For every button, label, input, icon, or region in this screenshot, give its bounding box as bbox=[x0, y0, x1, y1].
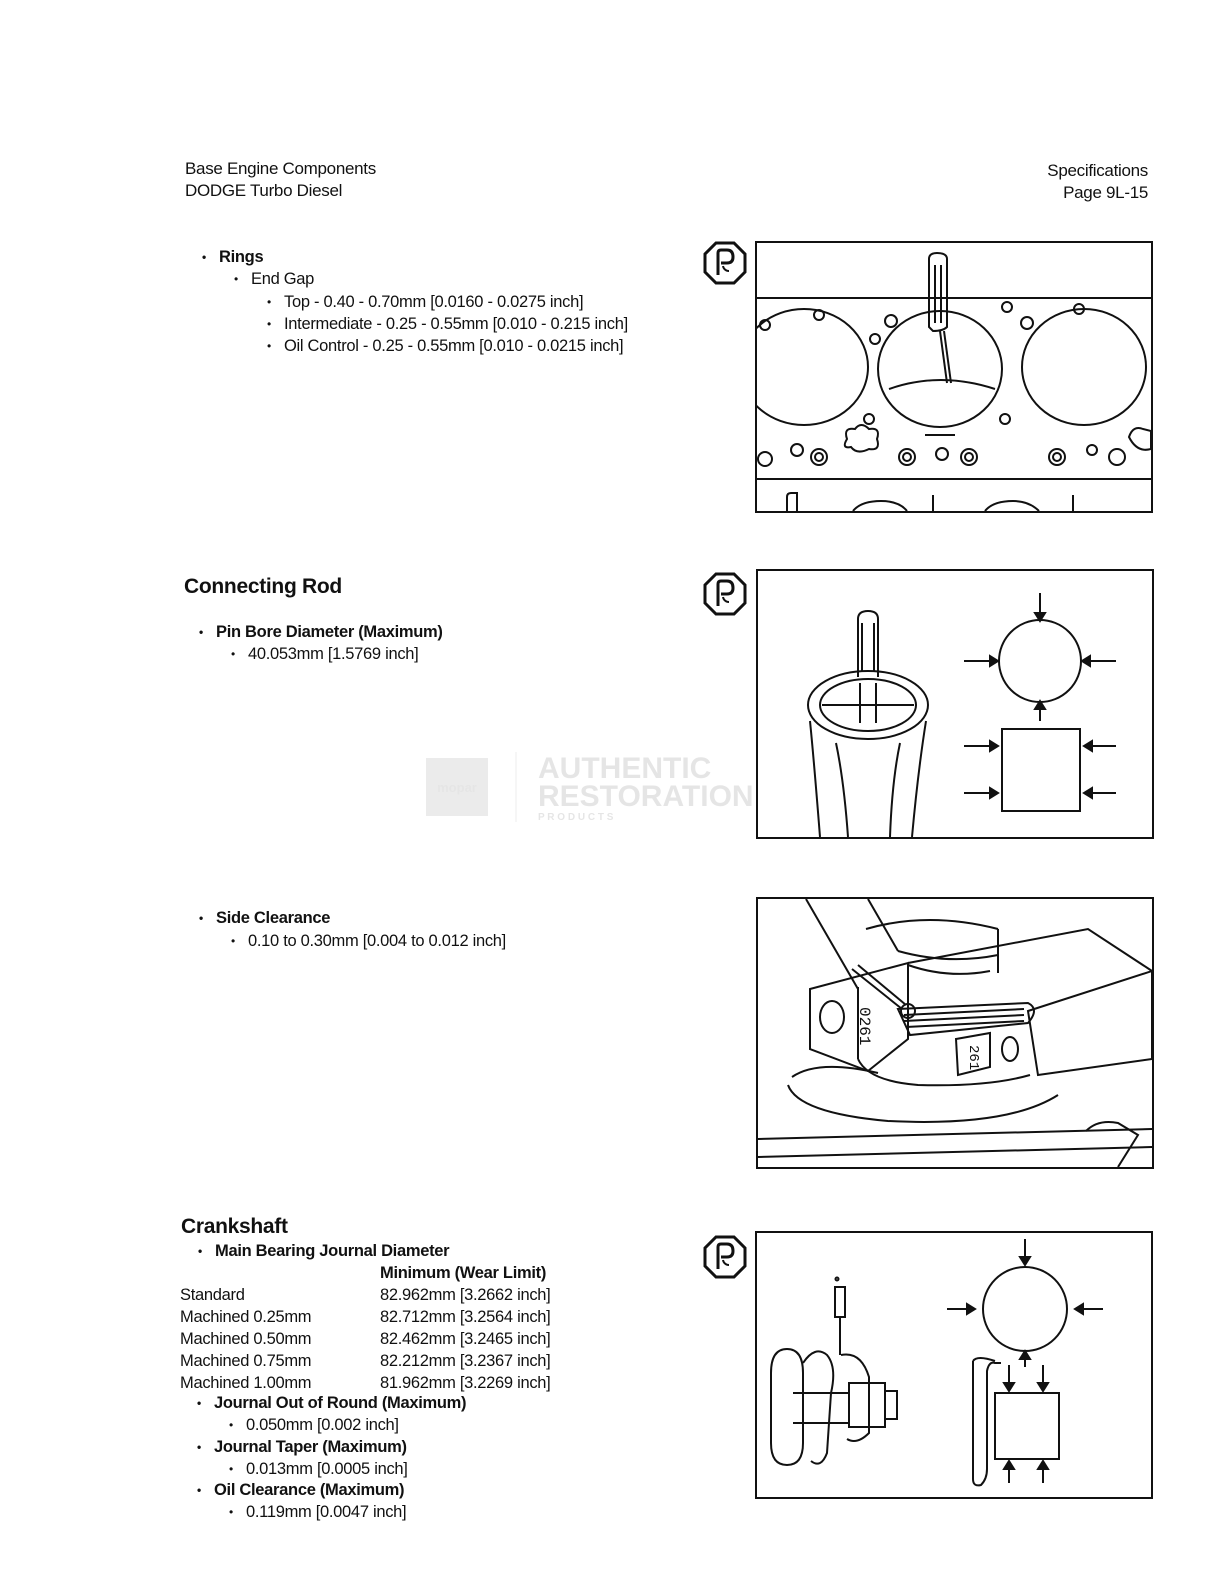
table-row bbox=[180, 1328, 550, 1350]
ring-gap-figure bbox=[755, 241, 1153, 513]
rings-oil-control-spec: • Oil Control - 0.25 - 0.55mm [0.010 - 0.0215 inch] bbox=[284, 335, 623, 357]
connecting-rod-title: Connecting Rod bbox=[184, 575, 342, 598]
watermark-line1: AUTHENTIC bbox=[538, 752, 712, 785]
pin-bore-value: • 40.053mm [1.5769 inch] bbox=[248, 643, 418, 665]
out-of-round-value: • 0.050mm [0.002 inch] bbox=[246, 1414, 399, 1436]
side-clearance-value: • 0.10 to 0.30mm [0.004 to 0.012 inch] bbox=[248, 930, 506, 952]
rings-end-gap: • End Gap bbox=[251, 268, 314, 290]
out-of-round-label: • Journal Out of Round (Maximum) bbox=[214, 1392, 466, 1414]
journal-diameter-table bbox=[180, 1284, 550, 1394]
side-clearance-label: • Side Clearance bbox=[216, 907, 330, 929]
crankshaft-micrometer-illustration bbox=[757, 1233, 1151, 1497]
measure-spec-icon bbox=[703, 1235, 747, 1279]
header-chapter: Specifications bbox=[1047, 161, 1148, 180]
rings-heading: • Rings bbox=[219, 246, 263, 268]
row-value: 82.962mm [3.2662 inch] bbox=[380, 1286, 551, 1304]
main-journal-label: • Main Bearing Journal Diameter bbox=[215, 1240, 449, 1262]
pin-bore-figure bbox=[756, 569, 1154, 839]
header-page-number: Page 9L-15 bbox=[1063, 183, 1148, 202]
measure-spec-icon bbox=[703, 241, 747, 285]
row-label: Machined 0.50mm bbox=[180, 1330, 312, 1348]
header-section-title: Base Engine Components bbox=[185, 159, 376, 178]
table-row bbox=[180, 1306, 550, 1328]
header-engine-name: DODGE Turbo Diesel bbox=[185, 181, 343, 200]
crank-journal-figure bbox=[755, 1231, 1153, 1499]
gauge-marking-2: 261 bbox=[965, 1045, 981, 1071]
row-label: Standard bbox=[180, 1286, 245, 1304]
header-right bbox=[1047, 160, 1148, 204]
table-row bbox=[180, 1350, 550, 1372]
header-left bbox=[185, 158, 376, 202]
watermark-line2: RESTORATION bbox=[538, 780, 754, 813]
pin-bore-label: • Pin Bore Diameter (Maximum) bbox=[216, 621, 443, 643]
rings-intermediate-spec: • Intermediate - 0.25 - 0.55mm [0.010 - 0.215 inch] bbox=[284, 313, 628, 335]
oil-clearance-label: • Oil Clearance (Maximum) bbox=[214, 1479, 404, 1501]
side-clearance-figure bbox=[756, 897, 1154, 1169]
row-value: 81.962mm [3.2269 inch] bbox=[380, 1374, 551, 1392]
row-label: Machined 0.25mm bbox=[180, 1308, 312, 1326]
watermark-brand: mopar bbox=[437, 780, 477, 795]
cylinder-block-illustration bbox=[757, 243, 1151, 511]
row-value: 82.712mm [3.2564 inch] bbox=[380, 1308, 551, 1326]
rings-top-spec: • Top - 0.40 - 0.70mm [0.0160 - 0.0275 inch] bbox=[284, 291, 583, 313]
watermark-line3: P R O D U C T S bbox=[538, 812, 614, 822]
row-label: Machined 1.00mm bbox=[180, 1374, 312, 1392]
table-row bbox=[180, 1372, 550, 1394]
taper-value: • 0.013mm [0.0005 inch] bbox=[246, 1458, 408, 1480]
gauge-marking: 0261 bbox=[855, 1007, 873, 1046]
connecting-rod-illustration bbox=[758, 571, 1152, 837]
measure-spec-icon bbox=[703, 572, 747, 616]
crank-side-clearance-illustration bbox=[758, 899, 1152, 1167]
restoration-watermark bbox=[426, 752, 796, 822]
table-row bbox=[180, 1284, 550, 1306]
wear-limit-header: Minimum (Wear Limit) bbox=[380, 1264, 547, 1282]
row-value: 82.462mm [3.2465 inch] bbox=[380, 1330, 551, 1348]
row-value: 82.212mm [3.2367 inch] bbox=[380, 1352, 551, 1370]
taper-label: • Journal Taper (Maximum) bbox=[214, 1436, 407, 1458]
crankshaft-title: Crankshaft bbox=[181, 1215, 288, 1238]
oil-clearance-value: • 0.119mm [0.0047 inch] bbox=[246, 1501, 406, 1523]
row-label: Machined 0.75mm bbox=[180, 1352, 312, 1370]
